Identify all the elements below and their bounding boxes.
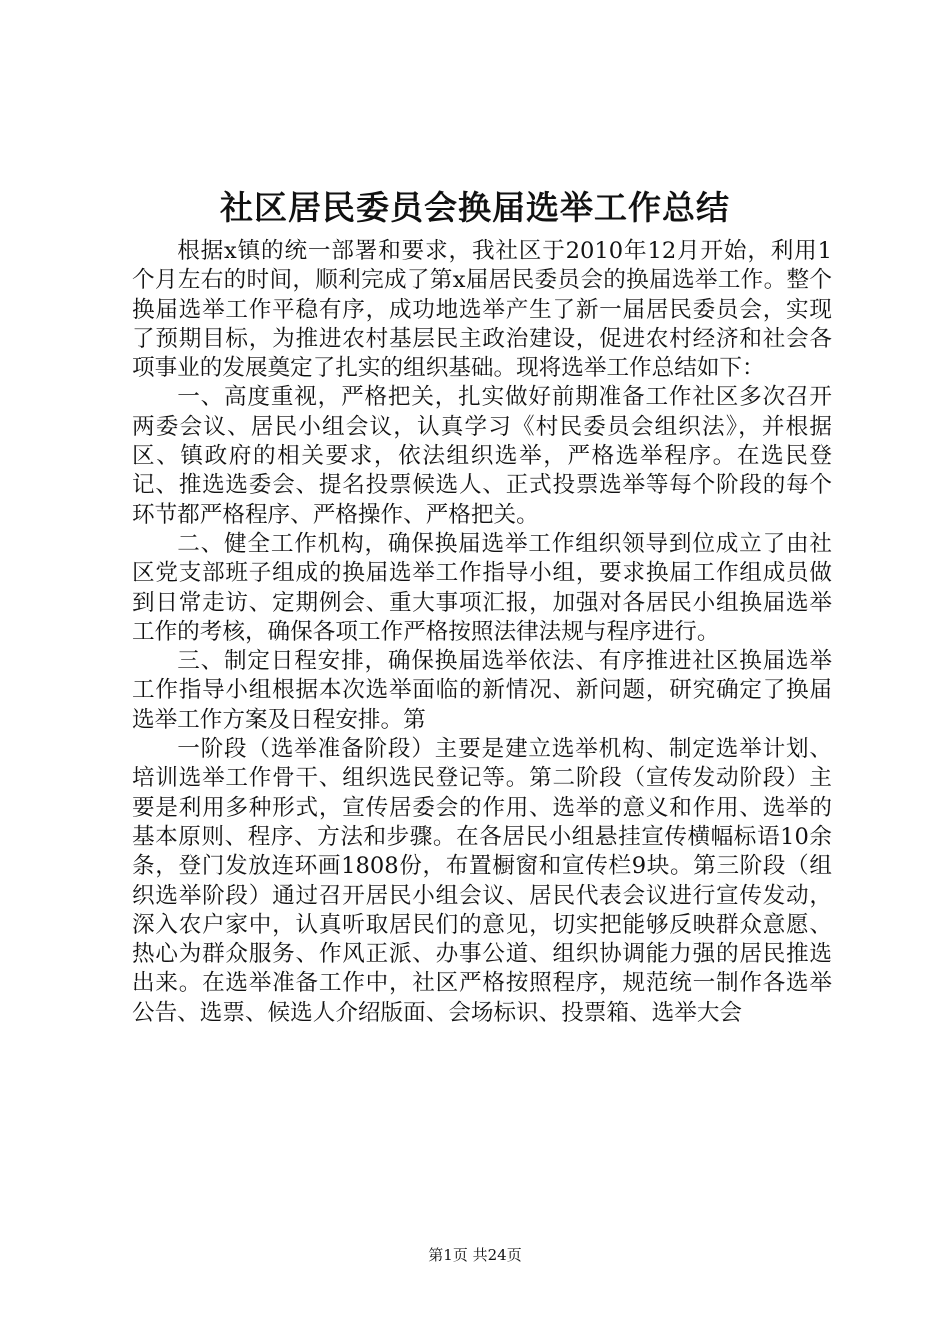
document-title: 社区居民委员会换届选举工作总结 <box>220 188 730 227</box>
paragraph-section-2: 二、健全工作机构，确保换届选举工作组织领导到位成立了由社区党支部班子组成的换届选举工作指导小组，要求换届工作组成员做到日常走访、定期例会、重大事项汇报，加强对各居民小组换届选举工作的考核，确保各项工作严格按照法律法规与程序进行。 <box>132 530 832 645</box>
paragraph-section-1: 一、高度重视，严格把关，扎实做好前期准备工作社区多次召开两委会议、居民小组会议，认真学习《村民委员会组织法》，并根据区、镇政府的相关要求，依法组织选举，严格选举程序。在选民登记、推选选委会、提名投票候选人、正式投票选举等每个阶段的每个环节都严格程序、严格操作、严格把关。 <box>132 384 832 528</box>
page-number: 第1页 共24页 <box>428 1246 522 1264</box>
document-body <box>132 237 832 1028</box>
paragraph-stages: 一阶段（选举准备阶段）主要是建立选举机构、制定选举计划、培训选举工作骨干、组织选民登记等。第二阶段（宣传发动阶段）主要是利用多种形式，宣传居委会的作用、选举的意义和作用、选举的基本原则、程序、方法和步骤。在各居民小组悬挂宣传横幅标语10余条，登门发放连环画1808份，布置橱窗和宣传栏9块。第三阶段（组织选举阶段）通过召开居民小组会议、居民代表会议进行宣传发动，深入农户家中，认真听取居民们的意见，切实把能够反映群众意愿、热心为群众服务、作风正派、办事公道、组织协调能力强的居民推选出来。在选举准备工作中，社区严格按照程序，规范统一制作各选举公告、选票、候选人介绍版面、会场标识、投票箱、选举大会 <box>132 736 832 1026</box>
paragraph-section-3: 三、制定日程安排，确保换届选举依法、有序推进社区换届选举工作指导小组根据本次选举面临的新情况、新问题，研究确定了换届选举工作方案及日程安排。第 <box>132 648 832 733</box>
paragraph-intro: 根据x镇的统一部署和要求，我社区于2010年12月开始，利用1个月左右的时间，顺利完成了第x届居民委员会的换届选举工作。整个换届选举工作平稳有序，成功地选举产生了新一届居民委员会，实现了预期目标，为推进农村基层民主政治建设，促进农村经济和社会各项事业的发展奠定了扎实的组织基础。现将选举工作总结如下： <box>132 238 832 382</box>
